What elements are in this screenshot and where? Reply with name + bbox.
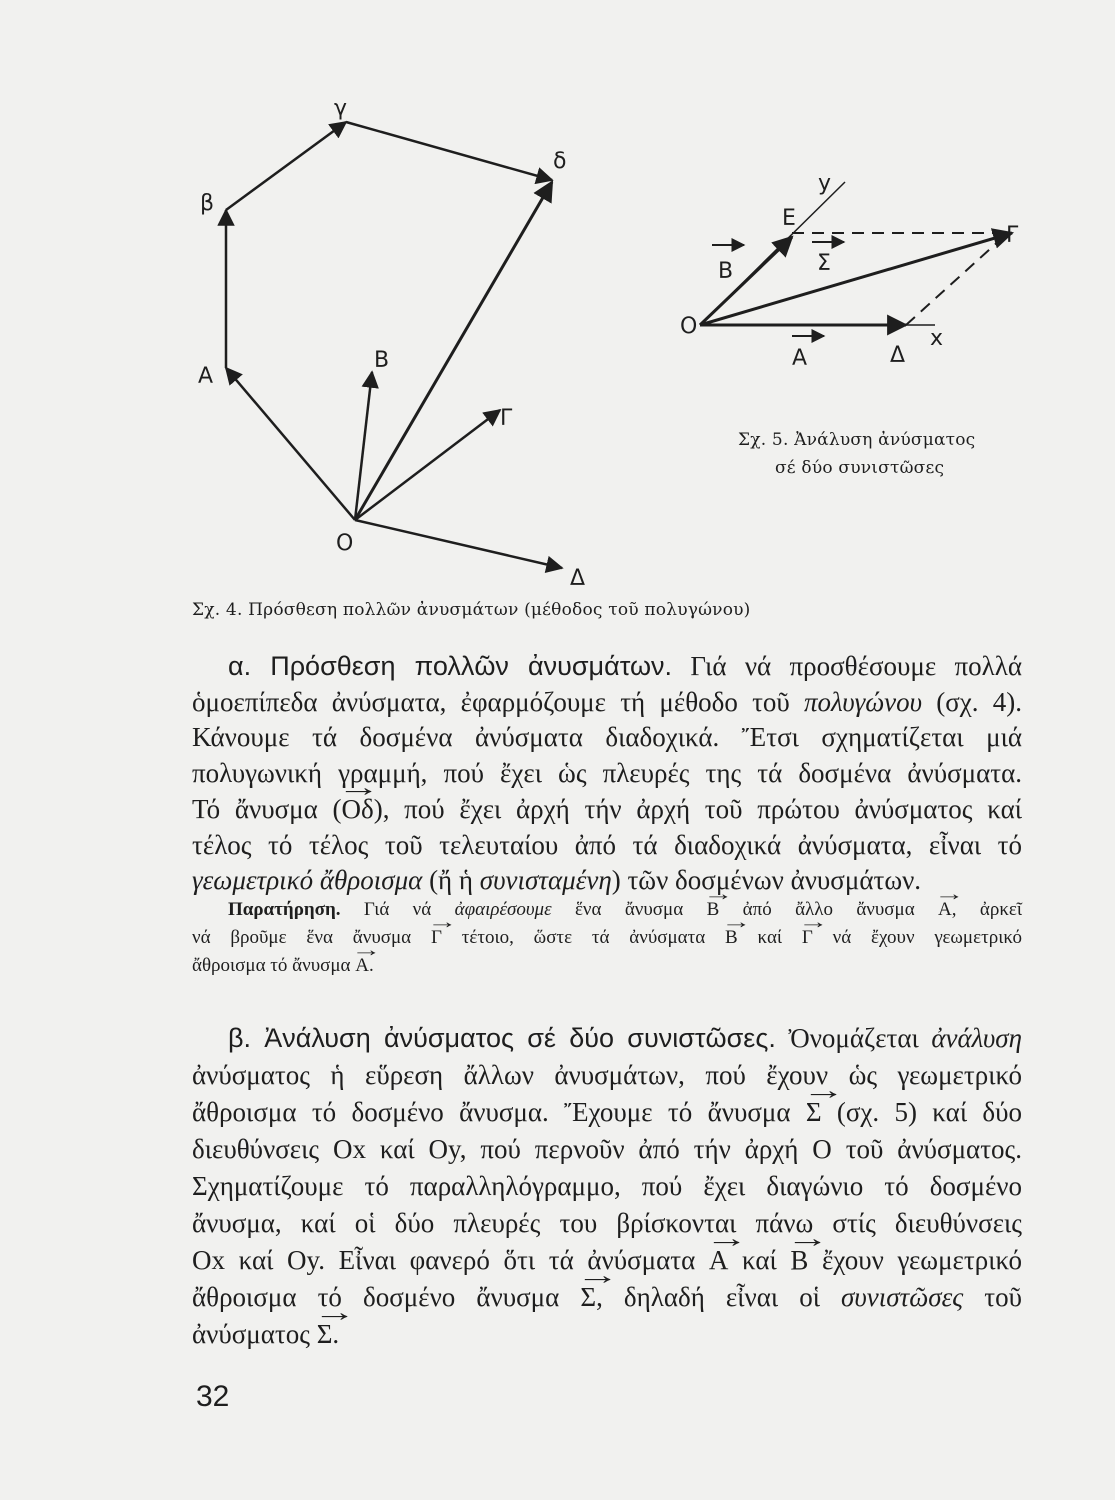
- label-delta: δ: [553, 149, 567, 174]
- label-O-5: Ο: [680, 314, 698, 339]
- label-beta: β: [200, 191, 215, 216]
- label-A: Α: [198, 364, 214, 389]
- text-line: νά βροῦμε ἕνα ἄνυσμα → Γ τέτοιο, ὥστε τά ἀνύσματα → Β καί → Γ νά ἔχουν γεωμετρικό: [192, 927, 1022, 949]
- text-line: Τό ἄνυσμα (→ Οδ), πού ἔχει ἀρχή τήν ἀρχή τοῦ πρώτου ἀνύσματος καί: [192, 794, 1022, 825]
- vector-O-Gamma: [355, 410, 500, 520]
- dashed-Delta-Gamma: [906, 240, 1000, 325]
- vector-symbol: → Γ: [802, 927, 813, 949]
- vector-symbol: → Γ: [431, 927, 442, 949]
- label-x: x: [930, 326, 944, 351]
- vector-O-A: [226, 368, 355, 520]
- vector-symbol: → Β: [707, 899, 720, 921]
- vector-symbol: → Α: [355, 955, 369, 977]
- text-line: ἄθροισμα τό ἄνυσμα → Α.: [192, 955, 1022, 977]
- vector-beta-gamma: [226, 122, 346, 210]
- figure-4-polygon-method: [226, 122, 562, 568]
- text-line: α. Πρόσθεση πολλῶν ἀνυσμάτων. Γιά νά προσθέσουμε πολλά: [228, 651, 1022, 681]
- text-line: Παρατήρηση. Γιά νά ἀφαιρέσουμε ἕνα ἄνυσμα → Β ἀπό ἄλλο ἄνυσμα → Α, ἀρκεῖ: [228, 899, 1022, 921]
- text-line: ἄνυσμα, καί οἱ δύο πλευρές του βρίσκονται πάνω στίς διευθύνσεις: [192, 1208, 1022, 1238]
- vector-symbol: → Α: [938, 899, 952, 921]
- vector-symbol: → Α: [709, 1245, 729, 1276]
- text-line: διευθύνσεις Οx καί Οy, πού περνοῦν ἀπό τήν ἀρχή Ο τοῦ ἀνύσματος.: [192, 1134, 1022, 1164]
- figures: [0, 0, 1115, 640]
- figure-5-vector-decomposition: [700, 182, 1012, 336]
- text-line: γεωμετρικό ἄθροισμα (ἤ ἡ συνισταμένη) τῶν δοσμένων ἀνυσμάτων.: [192, 865, 922, 896]
- label-A-5: Α: [792, 346, 808, 371]
- text-line: ὁμοεπίπεδα ἀνύσματα, ἐφαρμόζουμε τή μέθοδο τοῦ πολυγώνου (σχ. 4).: [192, 686, 1022, 717]
- text-line: Οx καί Οy. Εἶναι φανερό ὅτι τά ἀνύσματα → Α καί → Β ἔχουν γεωμετρικό: [192, 1245, 1022, 1276]
- label-Sigma: Σ: [817, 251, 831, 276]
- label-B: Β: [374, 348, 390, 373]
- label-B-5: Β: [718, 259, 734, 284]
- figure-5-caption-line2: σέ δύο συνιστῶσες: [775, 458, 945, 478]
- label-Gamma-5: Γ: [1006, 223, 1019, 248]
- vector-symbol: → Β: [725, 927, 738, 949]
- label-gamma: γ: [334, 96, 348, 121]
- text-line: πολυγωνική γραμμή, πού ἔχει ὡς πλευρές της τά δοσμένα ἀνύσματα.: [192, 758, 1022, 789]
- label-Gamma: Γ: [500, 406, 513, 431]
- vector-O-Delta: [355, 520, 562, 568]
- text-line: β. Ἀνάλυση ἀνύσματος σέ δύο συνιστῶσες. Ὀνομάζεται ἀνάλυση: [228, 1023, 1022, 1053]
- label-y: y: [818, 171, 832, 196]
- page-number: 32: [196, 1380, 230, 1413]
- vector-symbol: → Σ: [317, 1319, 333, 1350]
- text-line: ἄθροισμα τό δοσμένο ἄνυσμα → Σ, δηλαδή εἶναι οἱ συνιστῶσες τοῦ: [192, 1282, 1022, 1313]
- text-line: ἄθροισμα τό δοσμένο ἄνυσμα. Ἔχουμε τό ἄνυσμα → Σ (σχ. 5) καί δύο: [192, 1097, 1022, 1128]
- vector-symbol: → Β: [790, 1245, 808, 1276]
- text-line: τέλος τό τέλος τοῦ τελευταίου ἀπό τά διαδοχικά ἀνύσματα, εἶναι τό: [192, 829, 1022, 860]
- vector-symbol: → Οδ: [341, 794, 373, 825]
- text-line: ἀνύσματος → Σ.: [192, 1319, 1022, 1350]
- label-E: Ε: [782, 206, 796, 231]
- label-O: Ο: [336, 531, 354, 556]
- label-Delta: Δ: [570, 566, 586, 591]
- vector-symbol: → Σ: [806, 1097, 822, 1128]
- vector-gamma-delta: [346, 122, 552, 180]
- figure-5-caption-line1: Σχ. 5. Ἀνάλυση ἀνύσματος: [738, 430, 976, 450]
- vector-symbol: → Σ: [580, 1282, 596, 1313]
- figure-4-caption: Σχ. 4. Πρόσθεση πολλῶν ἀνυσμάτων (μέθοδος τοῦ πολυγώνου): [192, 600, 751, 620]
- text-line: Σχηματίζουμε τό παραλληλόγραμμο, πού ἔχει διαγώνιο τό δοσμένο: [192, 1171, 1022, 1201]
- label-Delta-5: Δ: [890, 343, 906, 368]
- text-line: ἀνύσματος ἡ εὕρεση ἄλλων ἀνυσμάτων, πού ἔχουν ὡς γεωμετρικό: [192, 1060, 1022, 1090]
- text-line: Κάνουμε τά δοσμένα ἀνύσματα διαδοχικά. Ἔτσι σχηματίζεται μιά: [192, 722, 1022, 753]
